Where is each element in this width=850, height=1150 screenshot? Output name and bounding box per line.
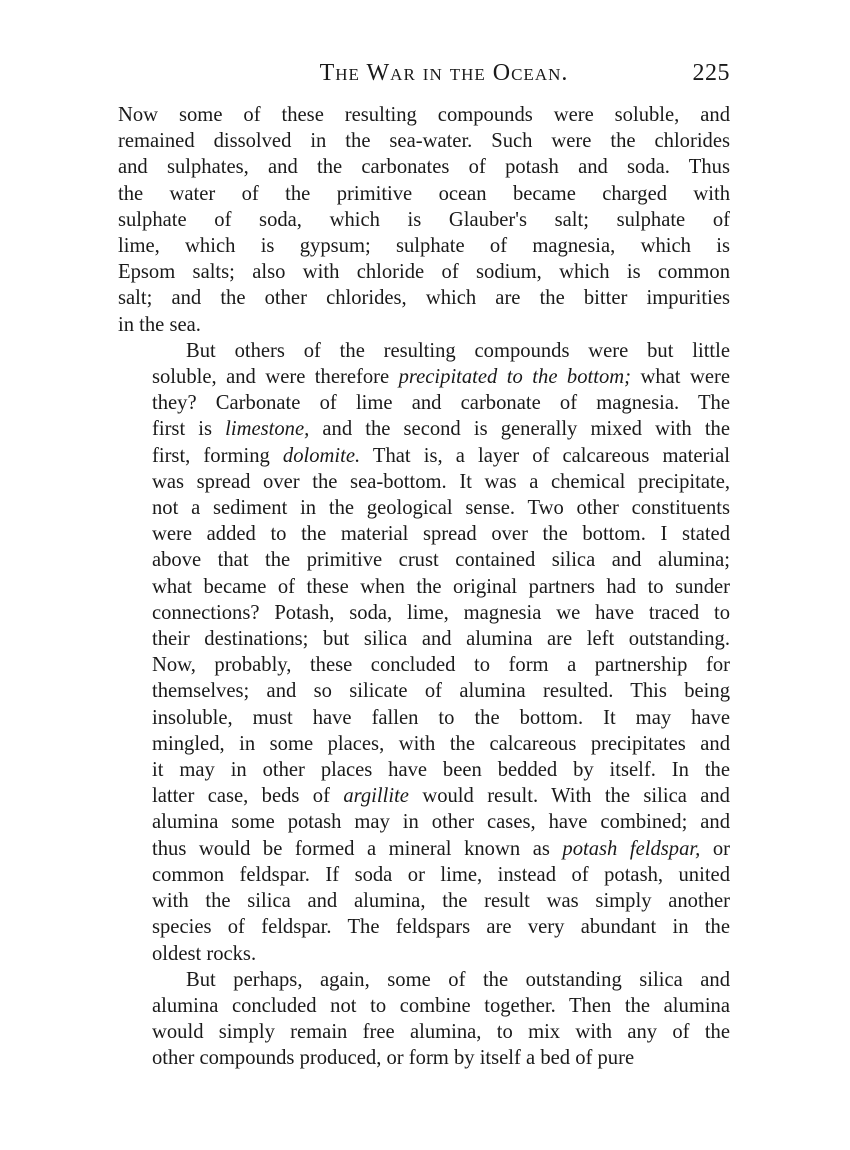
- text-line: [118, 941, 730, 967]
- text-segment: first is: [152, 418, 226, 441]
- text-segment: were added to the material spread over the bottom. I stated: [152, 523, 730, 546]
- text-line: [118, 338, 730, 364]
- text-line: [118, 600, 730, 626]
- text-segment: remained dissolved in the sea-water. Such were the chlorides: [118, 130, 730, 153]
- text-line: [118, 809, 730, 835]
- text-line: [118, 181, 730, 207]
- text-segment: mingled, in some places, with the calcareous precipitates and: [152, 732, 730, 755]
- text-line: [118, 1045, 730, 1071]
- running-title: The War in the Ocean.: [319, 60, 569, 86]
- italic-text: dolomite.: [282, 444, 361, 467]
- text-segment: But others of the resulting compounds were but little: [186, 339, 730, 362]
- text-segment: their destinations; but silica and alumina are left outstanding.: [152, 628, 730, 651]
- text-segment: they? Carbonate of lime and carbonate of magnesia. The: [152, 392, 730, 415]
- text-line: [118, 993, 730, 1019]
- text-line: [118, 1019, 730, 1045]
- text-line: [118, 495, 730, 521]
- text-segment: not a sediment in the geological sense. Two other constituents: [152, 497, 730, 520]
- text-segment: alumina some potash may in other cases, have combined; and: [152, 811, 730, 834]
- text-segment: sulphate of soda, which is Glauber's salt; sulphate of: [118, 208, 730, 231]
- text-segment: Now, probably, these concluded to form a partnership for: [152, 654, 730, 677]
- italic-text: precipitated to the bottom;: [398, 366, 631, 389]
- text-segment: alumina concluded not to combine together. Then the alumina: [152, 994, 730, 1017]
- text-line: [118, 652, 730, 678]
- text-line: [118, 626, 730, 652]
- text-line: [118, 862, 730, 888]
- text-segment: But perhaps, again, some of the outstanding silica and: [186, 968, 730, 991]
- text-segment: and the second is generally mixed with the: [309, 418, 730, 441]
- text-segment: it may in other places have been bedded by itself. In the: [152, 759, 730, 782]
- text-line: [118, 128, 730, 154]
- text-segment: salt; and the other chlorides, which are the bitter impurities: [118, 287, 730, 310]
- text-line: [118, 154, 730, 180]
- text-line: [118, 914, 730, 940]
- text-line: [118, 416, 730, 442]
- text-segment: lime, which is gypsum; sulphate of magnesia, which is: [118, 235, 730, 258]
- page-number: 225: [692, 60, 730, 86]
- text-line: [118, 705, 730, 731]
- text-line: [118, 390, 730, 416]
- text-line: [118, 967, 730, 993]
- text-line: [118, 757, 730, 783]
- paragraph: [118, 338, 730, 967]
- text-line: [118, 259, 730, 285]
- text-segment: would simply remain free alumina, to mix with any of the: [152, 1021, 730, 1044]
- text-line: [118, 364, 730, 390]
- paragraph: [118, 967, 730, 1072]
- book-page: [118, 60, 730, 1072]
- text-line: [118, 102, 730, 128]
- text-segment: species of feldspar. The feldspars are very abundant in the: [152, 916, 730, 939]
- text-segment: connections? Potash, soda, lime, magnesia we have traced to: [152, 601, 730, 624]
- text-segment: thus would be formed a mineral known as: [152, 837, 563, 860]
- text-segment: first, forming: [152, 444, 283, 467]
- text-segment: with the silica and alumina, the result was simply another: [152, 890, 730, 913]
- italic-text: argillite: [343, 785, 409, 808]
- text-segment: what became of these when the original partners had to sunder: [152, 575, 730, 598]
- body-text: [118, 102, 730, 1072]
- text-segment: other compounds produced, or form by itself a bed of pure: [152, 1047, 635, 1070]
- paragraph: [118, 102, 730, 338]
- text-segment: was spread over the sea-bottom. It was a chemical precipitate,: [152, 470, 730, 493]
- running-head: [118, 60, 730, 100]
- italic-text: limestone,: [225, 418, 310, 441]
- text-segment: insoluble, must have fallen to the bottom. It may have: [152, 706, 730, 729]
- text-line: [118, 547, 730, 573]
- text-line: [118, 888, 730, 914]
- text-segment: themselves; and so silicate of alumina resulted. This being: [152, 680, 730, 703]
- text-segment: and sulphates, and the carbonates of potash and soda. Thus: [118, 156, 730, 179]
- text-line: [118, 783, 730, 809]
- text-line: [118, 836, 730, 862]
- text-segment: the water of the primitive ocean became charged with: [118, 182, 730, 205]
- text-line: [118, 574, 730, 600]
- text-line: [118, 521, 730, 547]
- text-line: [118, 207, 730, 233]
- text-segment: That is, a layer of calcareous material: [360, 444, 730, 467]
- text-line: [118, 731, 730, 757]
- text-line: [118, 233, 730, 259]
- text-segment: soluble, and were therefore: [152, 366, 399, 389]
- text-line: [118, 469, 730, 495]
- text-segment: latter case, beds of: [152, 785, 344, 808]
- text-line: [118, 285, 730, 311]
- text-segment: Now some of these resulting compounds were soluble, and: [118, 104, 730, 126]
- text-line: [118, 678, 730, 704]
- text-line: [118, 312, 730, 338]
- text-segment: or: [700, 837, 730, 860]
- text-segment: would result. With the silica and: [408, 785, 730, 808]
- text-segment: Epsom salts; also with chloride of sodium, which is common: [118, 261, 730, 284]
- text-segment: above that the primitive crust contained silica and alumina;: [152, 549, 730, 572]
- text-segment: what were: [631, 366, 730, 389]
- text-segment: in the sea.: [118, 313, 201, 336]
- text-segment: oldest rocks.: [152, 942, 257, 965]
- text-line: [118, 443, 730, 469]
- italic-text: potash feldspar,: [562, 837, 701, 860]
- text-segment: common feldspar. If soda or lime, instead of potash, united: [152, 863, 730, 886]
